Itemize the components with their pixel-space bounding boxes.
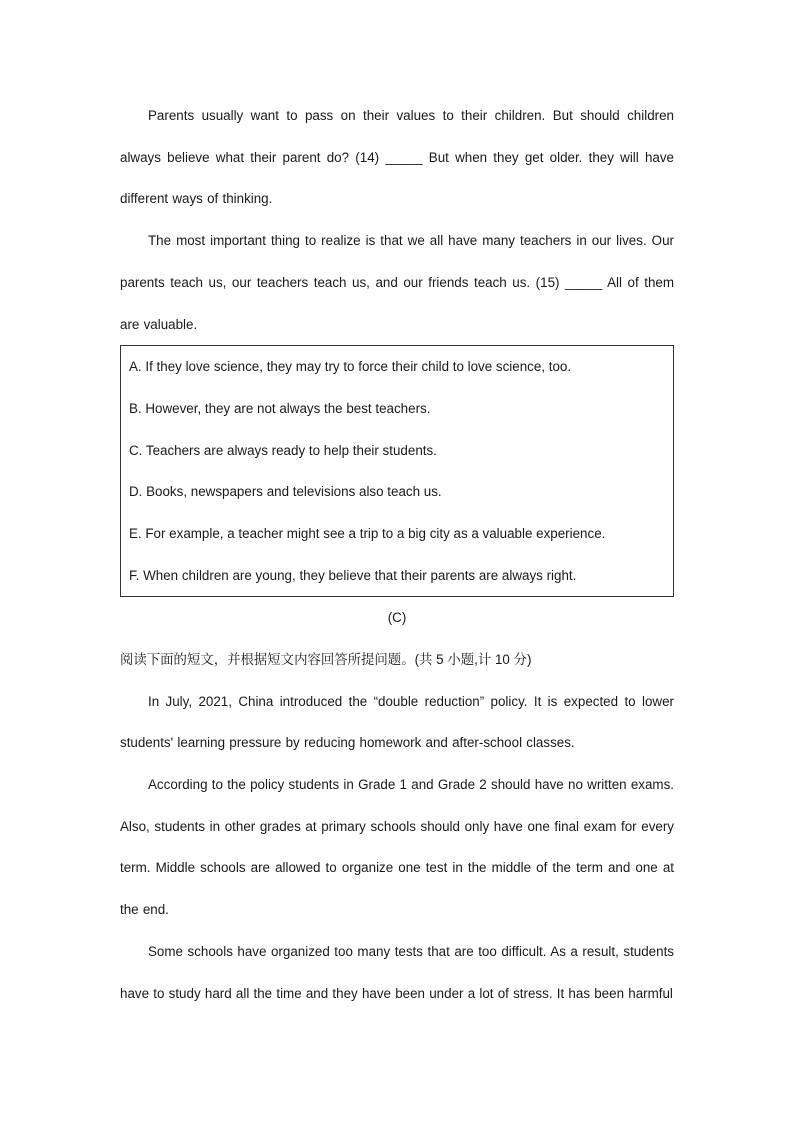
option-a: A. If they love science, they may try to force their child to love science, too. bbox=[129, 359, 572, 375]
section-c-label: (C) bbox=[387, 610, 407, 626]
option-f: F. When children are young, they believe that their parents are always right. bbox=[129, 567, 577, 583]
passage-c-paragraph-3: Some schools have organized too many tests that are too difficult. As a result, students have to study hard all the time and they have been under a lot of stress. It has been harmful bbox=[120, 943, 674, 1001]
option-c: C. Teachers are always ready to help their students. bbox=[129, 442, 437, 458]
passage-c-paragraph-1: In July, 2021, China introduced the “double reduction” policy. It is expected to lower students' learning pressure by reducing homework and after-school classes. bbox=[120, 693, 674, 751]
option-b: B. However, they are not always the best teachers. bbox=[129, 400, 431, 416]
option-d: D. Books, newspapers and televisions also teach us. bbox=[129, 484, 442, 500]
passage-b-paragraph-1: Parents usually want to pass on their values to their children. But should children always believe what their parent do? (14) _____ But when they get older. they will have different ways of thinking. bbox=[120, 108, 674, 207]
document-page bbox=[120, 95, 674, 1014]
section-c-instruction: 阅读下面的短文，并根据短文内容回答所提问题。(共 5 小题,计 10 分) bbox=[120, 651, 532, 667]
passage-c-paragraph-2: According to the policy students in Grade 1 and Grade 2 should have no written exams. Also, students in other grades at primary schools should only have one final exam for every term. Middle schools are allowed to organize one test in the middle of the term and one at the end. bbox=[120, 777, 674, 918]
passage-b-paragraph-2: The most important thing to realize is that we all have many teachers in our lives. Our parents teach us, our teachers teach us, and our friends teach us. (15) _____ All of them are valuable. bbox=[120, 233, 674, 332]
options-box bbox=[120, 345, 674, 597]
option-e: E. For example, a teacher might see a trip to a big city as a valuable experience. bbox=[129, 526, 606, 542]
